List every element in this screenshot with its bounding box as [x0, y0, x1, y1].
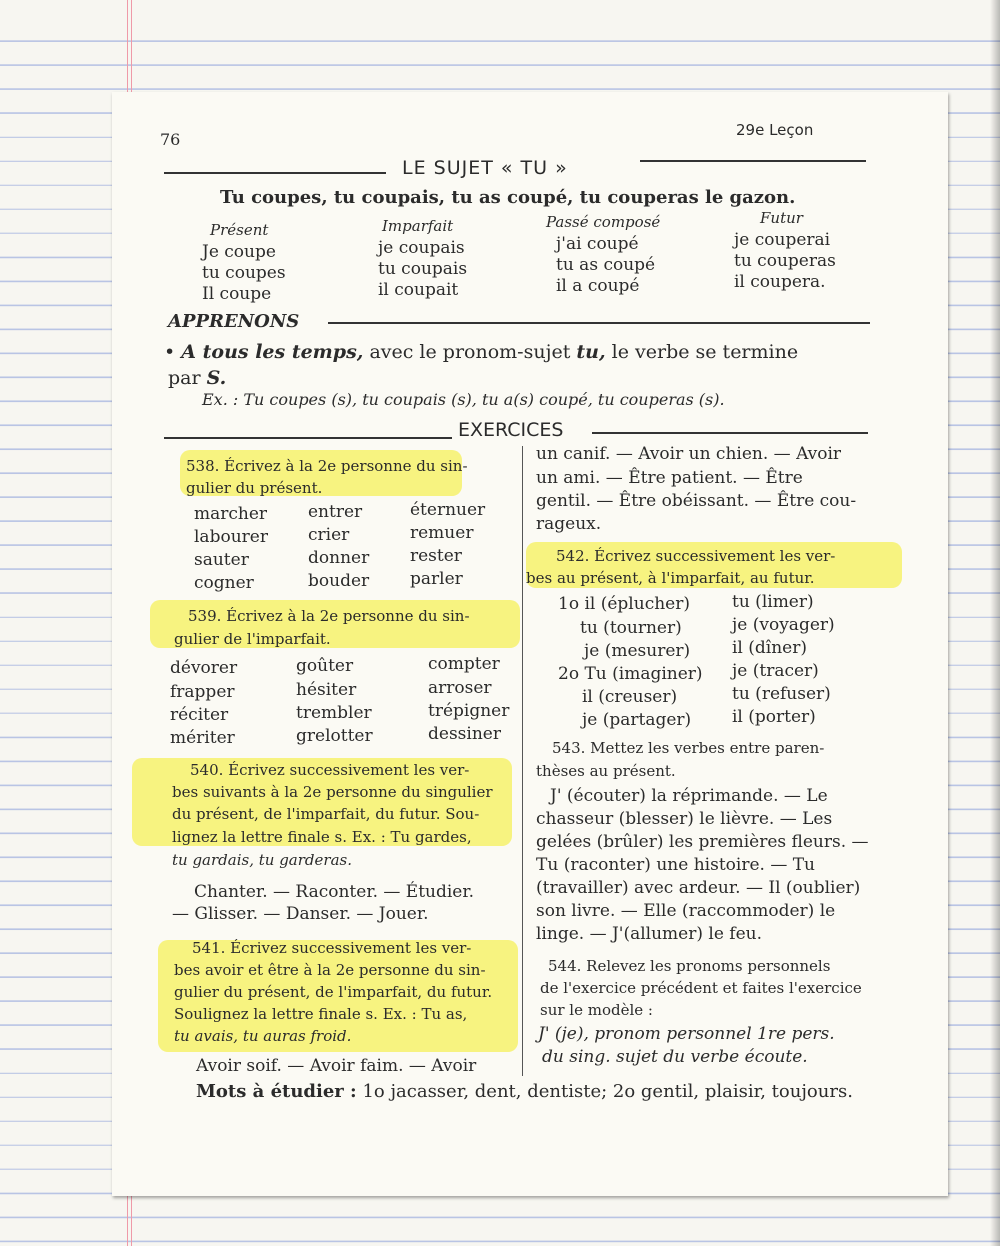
imparfait-line: je coupais: [378, 238, 465, 258]
imparfait-line: il coupait: [378, 280, 459, 300]
ex540-words: Chanter. — Raconter. — Étudier.: [194, 882, 475, 902]
tense-present: Présent: [210, 221, 269, 239]
word: hésiter: [296, 680, 357, 700]
ex542-item: tu (limer): [732, 592, 814, 612]
ex542-item: je (tracer): [732, 661, 819, 681]
word: grelotter: [296, 726, 373, 746]
ex542-line1: 542. Écrivez successivement les ver-: [556, 547, 836, 565]
ex543-line: linge. — J'(allumer) le feu.: [536, 924, 763, 944]
footer-text: 1o jacasser, dent, dentiste; 2o gentil, plaisir, toujours.: [362, 1081, 853, 1102]
ex542-item: je (partager): [582, 710, 692, 730]
footer-line: [196, 1082, 853, 1102]
tense-futur: Futur: [760, 209, 803, 227]
ex543-line: gelées (brûler) les premières fleurs. —: [536, 832, 869, 852]
word: donner: [308, 548, 370, 568]
ex540-line: 540. Écrivez successivement les ver-: [190, 761, 470, 779]
apprenons-rule: [328, 322, 870, 324]
page-edge: [990, 0, 1000, 1246]
ex541-line: tu avais, tu auras froid.: [174, 1027, 352, 1045]
imparfait-line: tu coupais: [378, 259, 468, 279]
rule-line-2: [168, 368, 226, 388]
ex542-line2: bes au présent, à l'imparfait, au futur.: [526, 569, 815, 587]
word: réciter: [170, 705, 229, 725]
ex542-item: il (creuser): [582, 687, 678, 707]
ex544-line: 544. Relevez les pronoms personnels: [548, 957, 831, 975]
bullet-icon: •: [164, 341, 176, 363]
exercices-rule-left: [164, 437, 452, 439]
ex542-item: tu (tourner): [580, 618, 682, 638]
word: trembler: [296, 703, 372, 723]
ex540-line: lignez la lettre finale s. Ex. : Tu gardes,: [172, 828, 472, 846]
title-rule-right: [640, 160, 866, 162]
ex542-item: je (mesurer): [584, 641, 691, 661]
passe-line: il a coupé: [556, 276, 640, 296]
ex542-item: 2o Tu (imaginer): [558, 664, 703, 684]
page-title: LE SUJET « TU »: [402, 157, 568, 179]
rule-tu: tu,: [576, 341, 606, 363]
word: trépigner: [428, 701, 510, 721]
page-number: 76: [160, 130, 181, 149]
tense-passe-compose: Passé composé: [546, 213, 661, 231]
textbook-page: [112, 92, 948, 1196]
ex543-line: son livre. — Elle (raccommoder) le: [536, 901, 836, 921]
ex540-words: — Glisser. — Danser. — Jouer.: [172, 904, 429, 924]
futur-line: tu couperas: [734, 251, 836, 271]
rule-mid: avec le pronom-sujet: [369, 341, 571, 363]
column-divider: [522, 446, 523, 1076]
ex541-line: gulier du présent, de l'imparfait, du futur.: [174, 983, 493, 1001]
continuation-line: gentil. — Être obéissant. — Être cou-: [536, 491, 857, 511]
word: sauter: [194, 550, 249, 570]
word: arroser: [428, 678, 492, 698]
ex543-line: Tu (raconter) une histoire. — Tu: [536, 855, 816, 875]
ex540-line: du présent, de l'imparfait, du futur. Sou-: [172, 805, 480, 823]
rule-s: S.: [206, 367, 227, 389]
word: entrer: [308, 502, 363, 522]
ex541-words: Avoir soif. — Avoir faim. — Avoir: [196, 1056, 477, 1076]
rule-end: le verbe se termine: [611, 341, 799, 363]
ex538-line2: gulier du présent.: [186, 479, 323, 497]
ex542-item: je (voyager): [732, 615, 835, 635]
ex544-line: sur le modèle :: [540, 1001, 653, 1019]
futur-line: il coupera.: [734, 272, 826, 292]
ex543-line: (travailler) avec ardeur. — Il (oublier): [536, 878, 861, 898]
ex544-line: de l'exercice précédent et faites l'exercice: [540, 979, 862, 997]
word: rester: [410, 546, 462, 566]
ex540-line: tu gardais, tu garderas.: [172, 851, 352, 869]
tense-imparfait: Imparfait: [382, 217, 454, 235]
word: marcher: [194, 504, 268, 524]
ex538-line1: 538. Écrivez à la 2e personne du sin-: [186, 457, 468, 475]
rule-par: par: [168, 367, 201, 389]
title-rule-left: [164, 172, 386, 174]
ex544-line: du sing. sujet du verbe écoute.: [542, 1047, 808, 1067]
word: dessiner: [428, 724, 501, 744]
word: mériter: [170, 728, 235, 748]
ex543-line: J' (écouter) la réprimande. — Le: [550, 786, 828, 806]
ex542-item: il (dîner): [732, 638, 807, 658]
ex544-line: J' (je), pronom personnel 1re pers.: [538, 1024, 835, 1044]
word: éternuer: [410, 500, 486, 520]
present-line: Je coupe: [202, 242, 276, 262]
word: goûter: [296, 656, 354, 676]
word: remuer: [410, 523, 474, 543]
ex539-line2: gulier de l'imparfait.: [174, 630, 331, 648]
passe-line: tu as coupé: [556, 255, 656, 275]
continuation-line: un ami. — Être patient. — Être: [536, 468, 803, 488]
futur-line: je couperai: [734, 230, 831, 250]
ex543-line: 543. Mettez les verbes entre paren-: [552, 739, 825, 757]
passe-line: j'ai coupé: [556, 234, 639, 254]
footer-label: Mots à étudier :: [196, 1081, 357, 1102]
ex541-line: 541. Écrivez successivement les ver-: [192, 939, 472, 957]
exercices-rule-right: [592, 432, 868, 434]
continuation-line: rageux.: [536, 514, 602, 534]
word: frapper: [170, 682, 235, 702]
word: crier: [308, 525, 350, 545]
apprenons-heading: APPRENONS: [168, 311, 300, 332]
word: bouder: [308, 571, 370, 591]
rule-bold: A tous les temps,: [181, 341, 364, 363]
ex542-item: il (porter): [732, 707, 816, 727]
word: dévorer: [170, 658, 238, 678]
rule-example: Ex. : Tu coupes (s), tu coupais (s), tu a(s) coupé, tu couperas (s).: [202, 390, 725, 409]
ex543-line: chasseur (blesser) le lièvre. — Les: [536, 809, 833, 829]
ex543-line: thèses au présent.: [536, 762, 676, 780]
word: cogner: [194, 573, 254, 593]
exercices-heading: EXERCICES: [458, 419, 564, 441]
ex539-line1: 539. Écrivez à la 2e personne du sin-: [188, 607, 470, 625]
intro-sentence: Tu coupes, tu coupais, tu as coupé, tu couperas le gazon.: [220, 187, 796, 208]
word: parler: [410, 569, 463, 589]
ex541-line: Soulignez la lettre finale s. Ex. : Tu as,: [174, 1005, 468, 1023]
ex541-line: bes avoir et être à la 2e personne du sin-: [174, 961, 486, 979]
ex542-item: tu (refuser): [732, 684, 831, 704]
word: labourer: [194, 527, 268, 547]
continuation-line: un canif. — Avoir un chien. — Avoir: [536, 444, 842, 464]
present-line: Il coupe: [202, 284, 272, 304]
ex542-item: 1o il (éplucher): [558, 594, 690, 614]
rule-line: [164, 342, 798, 362]
word: compter: [428, 654, 500, 674]
lesson-number: 29e Leçon: [736, 121, 814, 139]
ex540-line: bes suivants à la 2e personne du singulier: [172, 783, 493, 801]
present-line: tu coupes: [202, 263, 286, 283]
